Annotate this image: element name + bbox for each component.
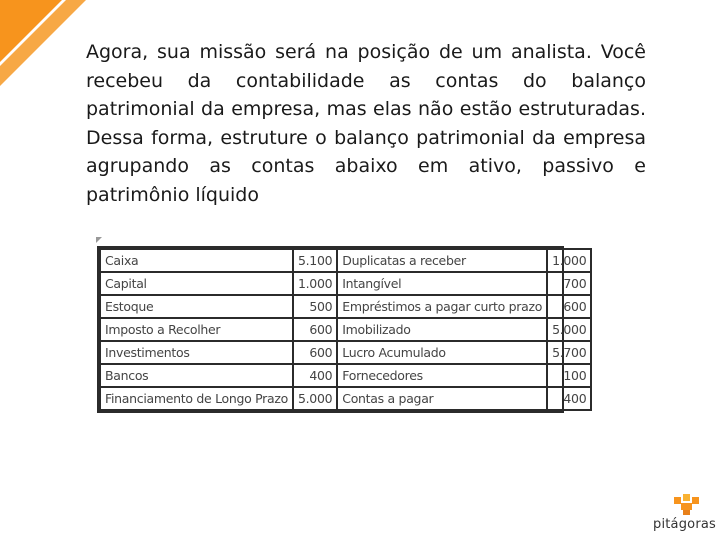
account-name-cell: Contas a pagar: [337, 387, 547, 410]
table-row: [100, 272, 591, 295]
account-value-cell: 600: [293, 318, 337, 341]
account-value-cell: 1.000: [293, 272, 337, 295]
account-name-cell: Imposto a Recolher: [100, 318, 293, 341]
account-value-cell: 600: [293, 341, 337, 364]
account-name-cell: Bancos: [100, 364, 293, 387]
table-row: [100, 364, 591, 387]
account-value-cell: 5.100: [293, 249, 337, 272]
account-value-cell: 100: [547, 364, 591, 387]
account-value-cell: 5.700: [547, 341, 591, 364]
table-row: [100, 387, 591, 410]
account-value-cell: 700: [547, 272, 591, 295]
accounts-table: [97, 246, 587, 413]
account-value-cell: 5.000: [547, 318, 591, 341]
table-row: [100, 295, 591, 318]
table-corner-mark: [96, 237, 102, 243]
instructions-text: Agora, sua missão será na posição de um analista. Você recebeu da contabilidade as contas do balanço patrimonial da empresa, mas elas não estão estruturadas. Dessa forma, estruture o balanço patrimonial da empresa agrupando as contas abaixo em ativo, passivo e patrimônio líquido: [86, 41, 646, 206]
table-row: [100, 341, 591, 364]
account-name-cell: Intangível: [337, 272, 547, 295]
account-value-cell: 5.000: [293, 387, 337, 410]
account-name-cell: Caixa: [100, 249, 293, 272]
account-value-cell: 400: [547, 387, 591, 410]
account-name-cell: Investimentos: [100, 341, 293, 364]
account-name-cell: Duplicatas a receber: [337, 249, 547, 272]
account-name-cell: Empréstimos a pagar curto prazo: [337, 295, 547, 318]
table-row: [100, 249, 591, 272]
account-name-cell: Capital: [100, 272, 293, 295]
table-row: [100, 318, 591, 341]
account-name-cell: Imobilizado: [337, 318, 547, 341]
account-name-cell: Financiamento de Longo Prazo: [100, 387, 293, 410]
account-name-cell: Fornecedores: [337, 364, 547, 387]
account-value-cell: 600: [547, 295, 591, 318]
account-name-cell: Estoque: [100, 295, 293, 318]
account-value-cell: 1.000: [547, 249, 591, 272]
account-name-cell: Lucro Acumulado: [337, 341, 547, 364]
logo-text: pitágoras: [653, 517, 717, 532]
account-value-cell: 500: [293, 295, 337, 318]
account-value-cell: 400: [293, 364, 337, 387]
